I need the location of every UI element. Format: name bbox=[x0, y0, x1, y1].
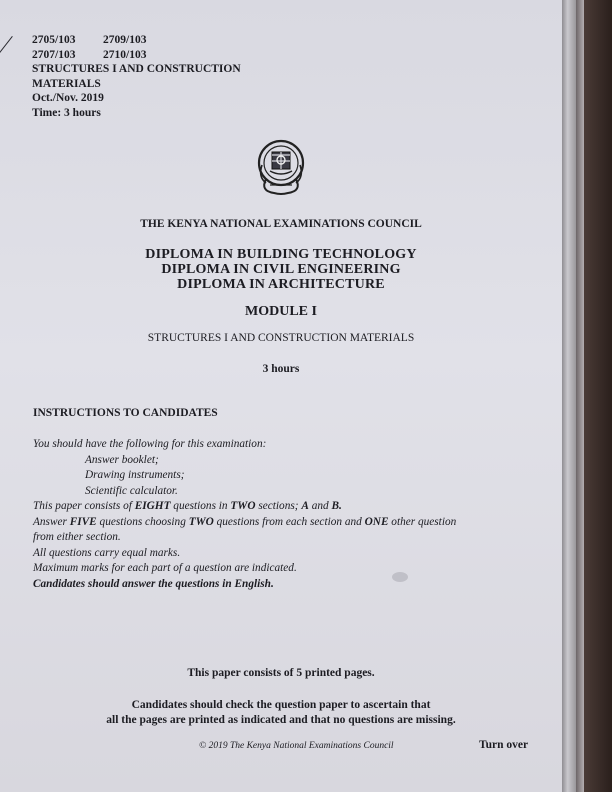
subject-title: STRUCTURES I AND CONSTRUCTION MATERIALS bbox=[147, 332, 415, 344]
instruction-text: Answer bbox=[33, 515, 70, 528]
diploma-title: DIPLOMA IN CIVIL ENGINEERING bbox=[161, 262, 401, 277]
paper-title-line: STRUCTURES I AND CONSTRUCTION bbox=[32, 63, 241, 75]
instruction-emphasis: A bbox=[301, 500, 309, 512]
pen-mark bbox=[0, 36, 32, 72]
instruction-emphasis: EIGHT bbox=[134, 500, 171, 512]
turn-over-note: Turn over bbox=[479, 739, 529, 751]
instruction-emphasis: FIVE bbox=[69, 515, 97, 528]
exam-time: Time: 3 hours bbox=[32, 106, 101, 119]
instructions-body bbox=[33, 437, 456, 592]
instruction-text: questions choosing bbox=[96, 515, 189, 528]
instruction-answer bbox=[33, 515, 456, 531]
diploma-titles bbox=[0, 247, 562, 292]
paper-header bbox=[32, 33, 241, 120]
smudge-mark bbox=[392, 572, 408, 582]
diploma-title: DIPLOMA IN ARCHITECTURE bbox=[177, 277, 385, 292]
paper-codes-row bbox=[32, 48, 241, 63]
page-stack-edge bbox=[562, 0, 576, 792]
instruction-text: other question bbox=[388, 515, 457, 528]
check-note-line: all the pages are printed as indicated and that no questions are missing. bbox=[106, 714, 456, 726]
instruction-text: sections; bbox=[255, 500, 302, 512]
instruction-marks: All questions carry equal marks. bbox=[33, 546, 181, 559]
instruction-text: questions in bbox=[170, 500, 231, 512]
paper-code: 2707/103 bbox=[32, 48, 76, 61]
instruction-text: and bbox=[308, 500, 332, 512]
copyright-notice: © 2019 The Kenya National Examinations Council bbox=[199, 741, 394, 751]
module-title: MODULE I bbox=[245, 304, 317, 319]
instruction-max-marks: Maximum marks for each part of a question are indicated. bbox=[33, 562, 297, 574]
paper-code: 2709/103 bbox=[103, 34, 147, 46]
exam-duration: 3 hours bbox=[262, 363, 300, 375]
check-pages-note bbox=[0, 698, 562, 728]
paper-code: 2705/103 bbox=[32, 34, 76, 46]
instruction-text: questions from each section and bbox=[213, 515, 365, 528]
page-stack-edge bbox=[576, 0, 584, 792]
instruction-emphasis: B. bbox=[331, 500, 342, 512]
required-item: Scientific calculator. bbox=[85, 484, 178, 497]
instruction-emphasis: TWO bbox=[230, 500, 256, 512]
paper-title-line: MATERIALS bbox=[32, 77, 101, 90]
required-item: Answer booklet; bbox=[85, 453, 159, 466]
paper-code: 2710/103 bbox=[103, 48, 147, 61]
instructions-heading: INSTRUCTIONS TO CANDIDATES bbox=[33, 407, 218, 419]
check-note-line: Candidates should check the question paper to ascertain that bbox=[131, 699, 431, 711]
instruction-emphasis: TWO bbox=[188, 515, 214, 528]
diploma-title: DIPLOMA IN BUILDING TECHNOLOGY bbox=[145, 247, 417, 262]
exam-date: Oct./Nov. 2019 bbox=[32, 92, 104, 104]
page-count-note: This paper consists of 5 printed pages. bbox=[187, 667, 375, 679]
paper-codes-row bbox=[32, 33, 241, 48]
council-name: THE KENYA NATIONAL EXAMINATIONS COUNCIL bbox=[140, 218, 422, 230]
knec-crest-icon bbox=[248, 135, 314, 201]
instruction-sections bbox=[33, 499, 456, 515]
instruction-emphasis: ONE bbox=[364, 515, 389, 528]
table-surface bbox=[584, 0, 612, 792]
required-item: Drawing instruments; bbox=[85, 469, 185, 481]
instruction-text: This paper consists of bbox=[33, 500, 135, 512]
instruction-answer-cont: from either section. bbox=[33, 531, 121, 543]
instruction-language: Candidates should answer the questions in English. bbox=[33, 577, 274, 590]
instructions-intro: You should have the following for this examination: bbox=[33, 438, 267, 450]
